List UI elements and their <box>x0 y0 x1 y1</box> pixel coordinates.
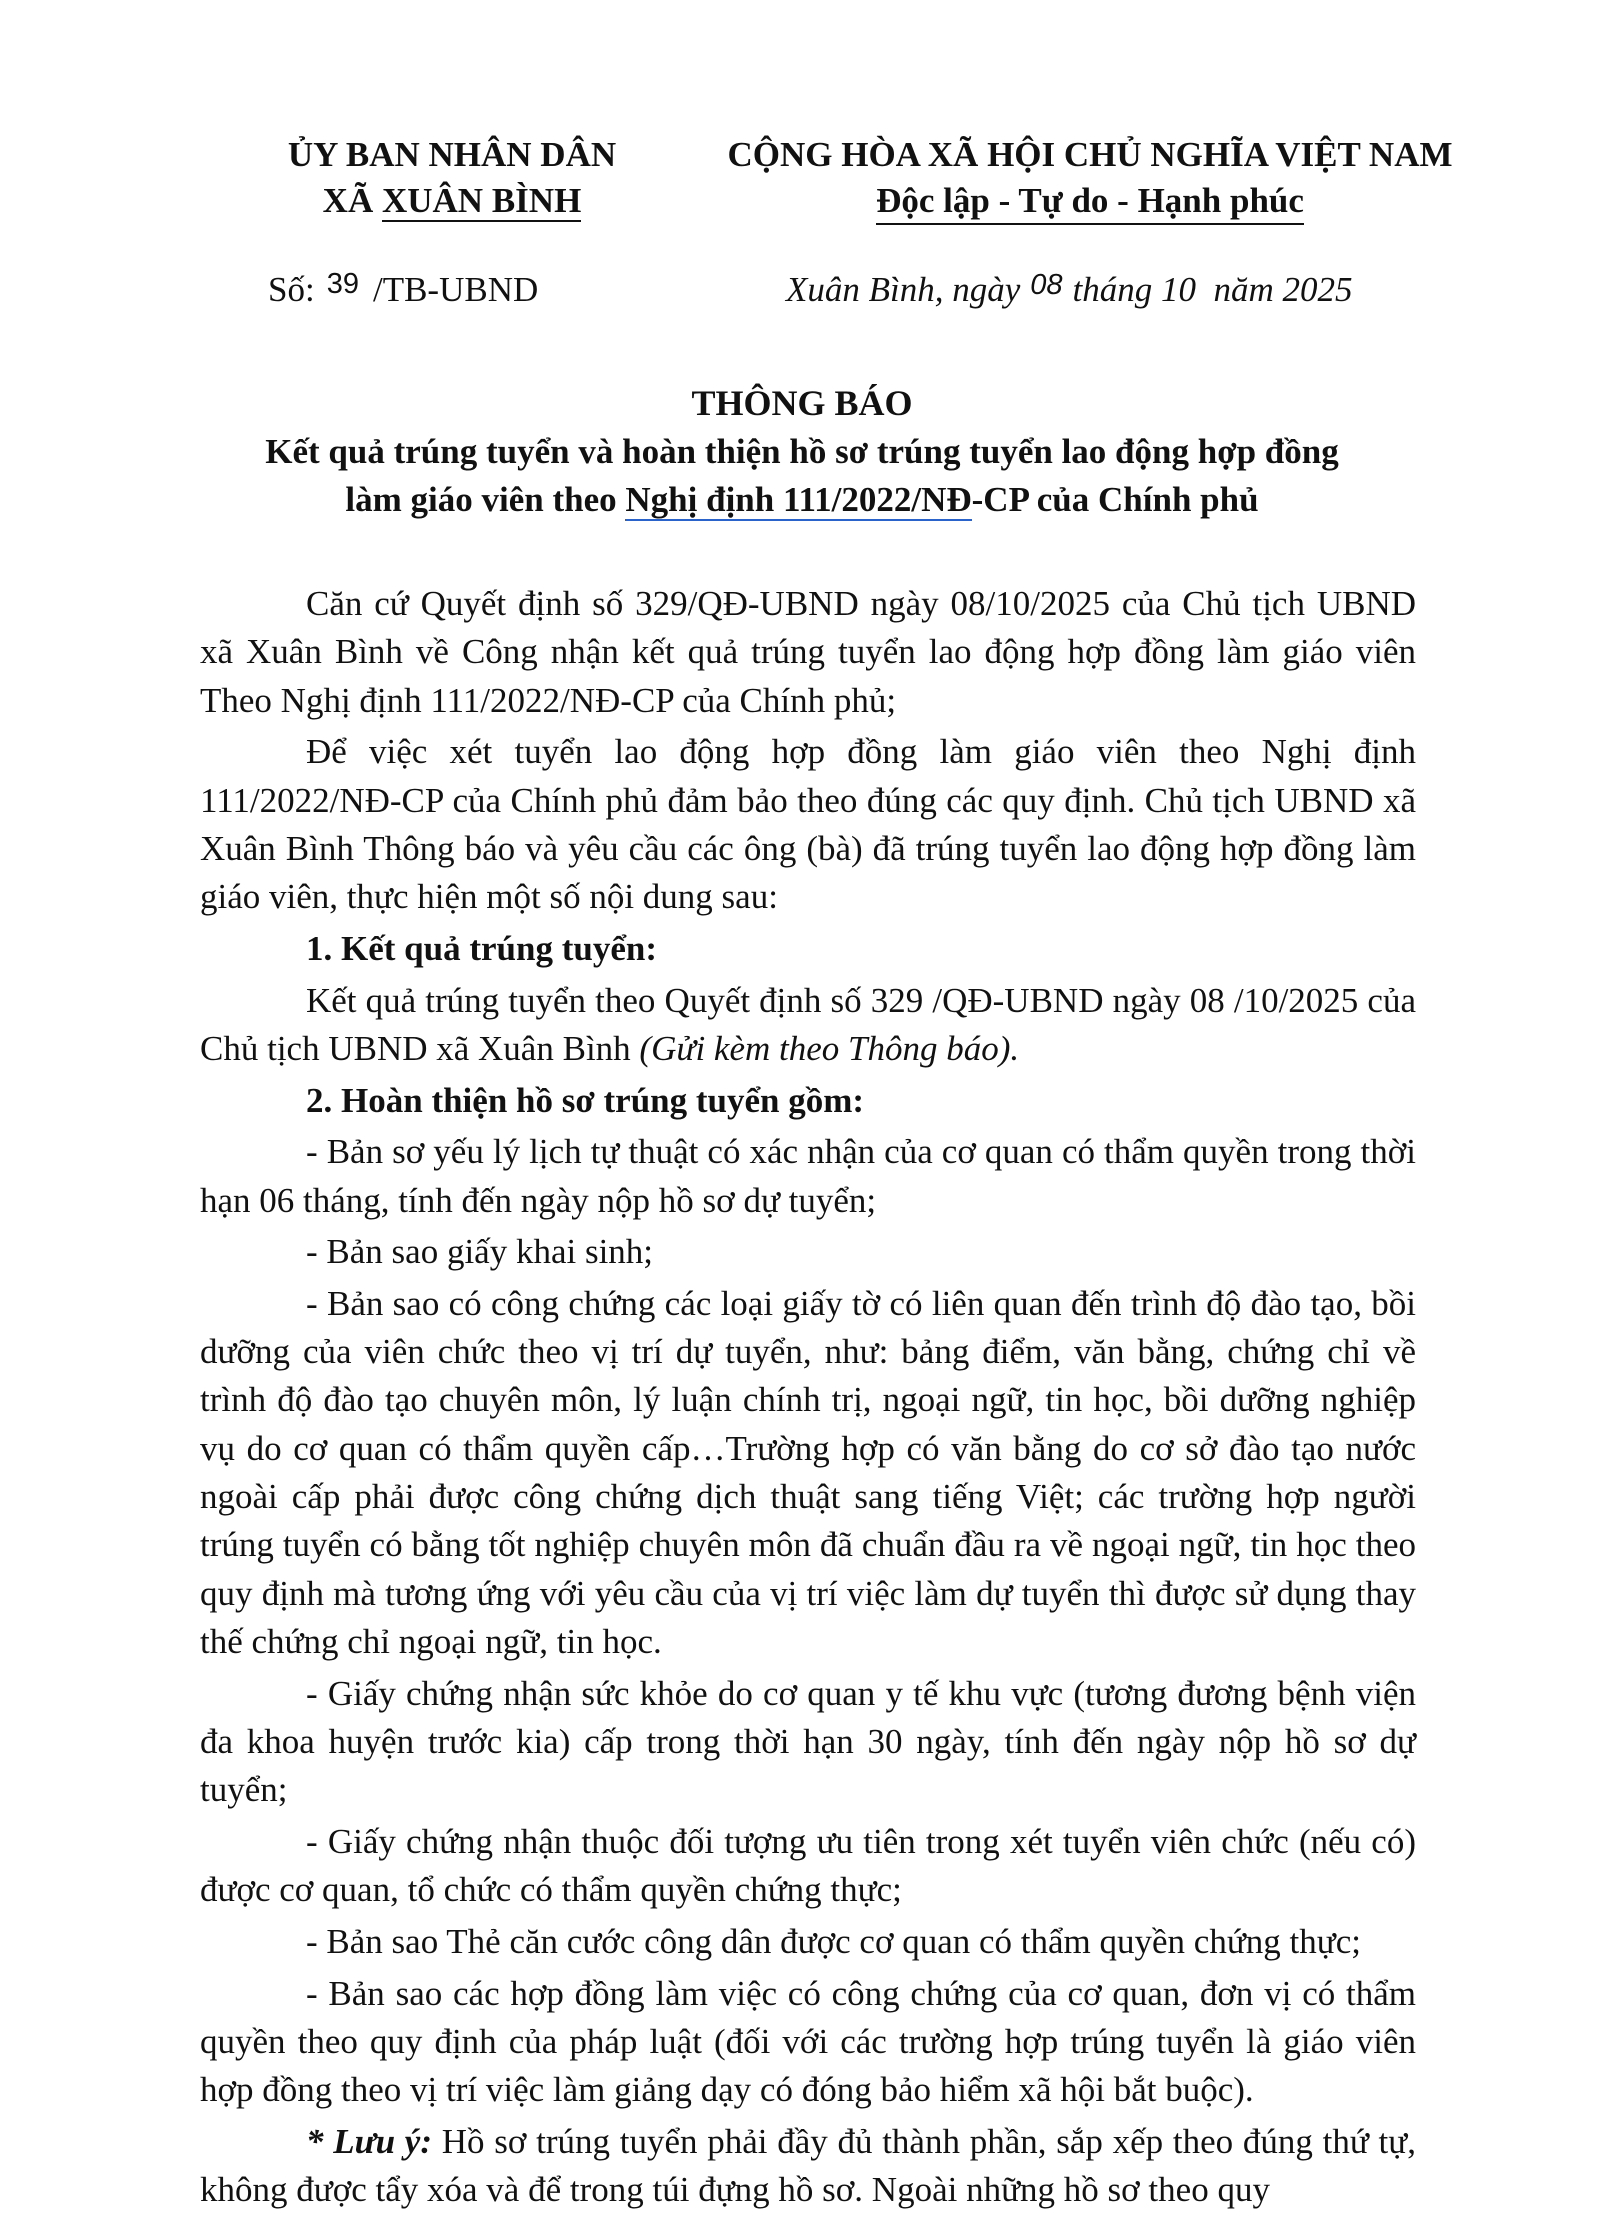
title-sub-part-a: làm giáo viên theo <box>345 480 626 519</box>
paragraph-legal-basis: Căn cứ Quyết định số 329/QĐ-UBND ngày 08/10/2025 của Chủ tịch UBND xã Xuân Bình về Công nhận kết quả trúng tuyển lao động hợp đồng làm giáo viên Theo Nghị định 111/2022/NĐ-CP của Chính phủ; <box>200 584 1416 720</box>
date-year: năm 2025 <box>1213 270 1353 309</box>
title-main: THÔNG BÁO <box>691 383 913 423</box>
dateline <box>786 268 1353 314</box>
document-number <box>268 268 538 314</box>
title-sub-part-c: -CP của Chính phủ <box>971 480 1259 519</box>
title-decree-ref: Nghị định 111/2022/NĐ <box>625 480 972 519</box>
dossier-item: - Bản sao các hợp đồng làm việc có công chứng của cơ quan, đơn vị có thẩm quyền theo quy định của pháp luật (đối với các trường hợp trúng tuyển là giáo viên hợp đồng theo vị trí việc làm giảng dạy có đóng bảo hiểm xã hội bắt buộc). <box>200 1973 1416 2110</box>
dossier-item: - Bản sao Thẻ căn cước công dân được cơ quan có thẩm quyền chứng thực; <box>306 1921 1362 1961</box>
agency-line-1: ỦY BAN NHÂN DÂN <box>287 135 617 174</box>
heading-dossier: 2. Hoàn thiện hồ sơ trúng tuyển gồm: <box>306 1080 865 1120</box>
title-sub-line-2 <box>180 476 1424 524</box>
dossier-item: - Giấy chứng nhận thuộc đối tượng ưu tiên trong xét tuyển viên chức (nếu có) được cơ quan, tổ chức có thẩm quyền chứng thực; <box>200 1821 1416 1910</box>
date-day: 08 <box>1030 269 1063 301</box>
number-value: 39 <box>326 268 359 300</box>
dossier-item: - Giấy chứng nhận sức khỏe do cơ quan y tế khu vực (tương đương bệnh viện đa khoa huyện trước kia) cấp trong thời hạn 30 ngày, tính đến ngày nộp hồ sơ dự tuyển; <box>200 1673 1416 1810</box>
results-text: Kết quả trúng tuyển theo Quyết định số 329 /QĐ-UBND ngày 08 /10/2025 của Chủ tịch UBND xã Xuân Bình <box>200 980 1416 1068</box>
paragraph-purpose: Để việc xét tuyển lao động hợp đồng làm giáo viên theo Nghị định 111/2022/NĐ-CP của Chính phủ đảm bảo theo đúng các quy định. Chủ tịch UBND xã Xuân Bình Thông báo và yêu cầu các ông (bà) đã trúng tuyển lao động hợp đồng làm giáo viên, thực hiện một số nội dung sau: <box>200 732 1416 917</box>
document-body <box>200 580 1416 2218</box>
dossier-item: - Bản sơ yếu lý lịch tự thuật có xác nhận của cơ quan có thẩm quyền trong thời hạn 06 tháng, tính đến ngày nộp hồ sơ dự tuyển; <box>200 1132 1416 1220</box>
note-label: * Lưu ý: <box>306 2121 432 2161</box>
note-paragraph <box>200 2118 1416 2215</box>
dossier-item: - Bản sao giấy khai sinh; <box>306 1232 654 1272</box>
nation-name: CỘNG HÒA XÃ HỘI CHỦ NGHĨA VIỆT NAM <box>727 135 1453 174</box>
document-title <box>180 378 1424 524</box>
number-suffix: /TB-UBND <box>372 270 539 309</box>
results-attachment-note: (Gửi kèm theo Thông báo). <box>639 1028 1020 1068</box>
date-place: Xuân Bình, ngày <box>786 270 1021 309</box>
paragraph-results <box>200 977 1416 1074</box>
dossier-item: - Bản sao có công chứng các loại giấy tờ có liên quan đến trình độ đào tạo, bồi dưỡng của viên chức theo vị trí dự tuyển, như: bảng điểm, văn bằng, chứng chỉ về trình độ đào tạo chuyên môn, lý luận chính trị, ngoại ngữ, tin học, bồi dưỡng nghiệp vụ do cơ quan có thẩm quyền cấp…Trường hợp có văn bằng do cơ sở đào tạo nước ngoài cấp phải được công chứng dịch thuật sang tiếng Việt; các trường hợp người trúng tuyển có bằng tốt nghiệp chuyên môn đã chuẩn đầu ra về ngoại ngữ, tin học theo quy định mà tương ứng với yêu cầu của vị trí việc làm dự tuyển thì được sử dụng thay thế chứng chỉ ngoại ngữ, tin học. <box>200 1283 1416 1661</box>
heading-results: 1. Kết quả trúng tuyển: <box>306 928 657 968</box>
agency-line-2 <box>262 178 642 224</box>
agency-name: XUÂN BÌNH <box>381 181 582 220</box>
title-sub-line-1: Kết quả trúng tuyển và hoàn thiện hồ sơ trúng tuyển lao động hợp đồng <box>265 432 1339 471</box>
date-month: tháng 10 <box>1072 270 1197 309</box>
national-heading <box>690 132 1490 225</box>
issuing-agency <box>262 132 642 224</box>
note-text: Hồ sơ trúng tuyển phải đầy đủ thành phần, sắp xếp theo đúng thứ tự, không được tẩy xóa và để trong túi đựng hồ sơ. Ngoài những hồ sơ theo quy <box>200 2121 1416 2210</box>
number-label: Số: <box>268 270 315 309</box>
agency-prefix: XÃ <box>322 181 382 220</box>
national-motto: Độc lập - Tự do - Hạnh phúc <box>876 179 1304 225</box>
